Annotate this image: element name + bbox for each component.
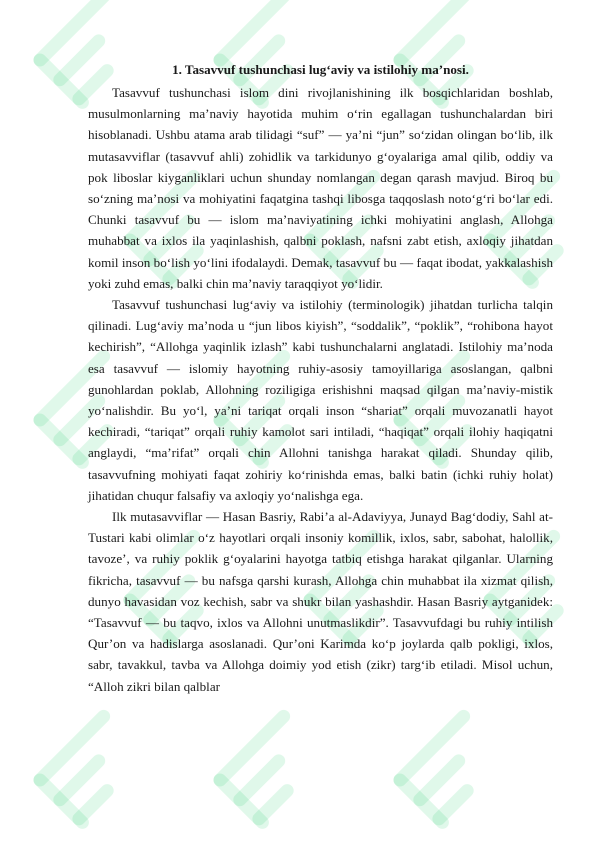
watermark-mark	[400, 716, 506, 822]
watermark-mark	[220, 716, 326, 822]
paragraph-3: Ilk mutasavviflar — Hasan Basriy, Rabi’a al-Adaviyya, Junayd Bag‘dodiy, Sahl at-Tustari kabi olimlar o‘z hayotlari orqali insoniy komillik, ixlos, sabr, sabohat, halollik, tavoze’, va ruhiy poklik g‘oyalarini hayotga tatbiq etishga harakat qilganlar. Ularning fikricha, tasavvuf — bu nafsga qarshi kurash, Allohga chin muhabbat ila xizmat qilish, dunyo havasidan voz kechish, sabr va shukr bilan yashashdir. Hasan Basriy aytganidek: “Tasavvuf — bu taqvo, ixlos va Allohni unutmaslikdir”. Tasavvufdagi bu ruhiy intilish Qur’on va hadislarga asoslanadi. Qur’oni Karimda ko‘p joylarda qalb pokligi, ixlos, sabr, tavakkul, tavba va Allohga doimiy yod etish (zikr) targ‘ib etiladi. Misol uchun, “Alloh zikri bilan qalblar	[88, 509, 553, 694]
document-page	[88, 60, 553, 697]
section-title: 1. Tasavvuf tushunchasi lug‘aviy va istilohiy ma’nosi.	[172, 62, 469, 77]
paragraph-1: Tasavvuf tushunchasi islom dini rivojlanishining ilk bosqichlaridan boshlab, musulmonlarning ma’naviy hayotida muhim o‘rin egallagan tushunchalardan biri hisoblanadi. Ushbu atama arab tilidagi “suf” — ya’ni “jun” so‘zidan olingan bo‘lib, ilk mutasavviflar (tasavvuf ahli) zohidlik va tarkidunyo g‘oyalariga amal qilib, oddiy va pok liboslar kiyganliklari uchun shunday nomlangan degan qarash mavjud. Biroq bu so‘zning ma’nosi va mohiyatini faqatgina tashqi libosga taqqoslash noto‘g‘ri bo‘lar edi. Chunki tasavvuf bu — islom ma’naviyatining ichki mohiyatini anglash, Allohga muhabbat va ixlos ila yaqinlashish, qalbni poklash, nafsni zabt etish, axloqiy jihatdan komil inson bo‘lish yo‘lini ifodalaydi. Demak, tasavvuf bu — faqat ibodat, yakkalashish yoki zuhd emas, balki chin ma’naviy taraqqiyot yo‘lidir.	[88, 85, 553, 291]
watermark-mark	[40, 716, 146, 822]
paragraph-2: Tasavvuf tushunchasi lug‘aviy va istilohiy (terminologik) jihatdan turlicha talqin qilinadi. Lug‘aviy ma’noda u “jun libos kiyish”, “soddalik”, “poklik”, “rohibona hayot kechirish”, “Allohga yaqinlik izlash” kabi tushunchalarni anglatadi. Istilohiy ma’noda esa tasavvuf — islomiy hayotning ruhiy-asosiy tamoyillariga asoslangan, qalbni gunohlardan poklab, Allohning roziligiga erishishni maqsad qilgan ma’naviy-mistik yo‘nalishdir. Bu yo‘l, ya’ni tariqat orqali inson “shariat” orqali muvozanatli hayot kechiradi, “tariqat” orqali ruhiy kamolot sari intiladi, “haqiqat” orqali ilohiy haqiqatni anglaydi, “ma’rifat” orqali chin Allohni tanishga harakat qiladi. Shunday qilib, tasavvufning mohiyati faqat zohiriy ko‘rinishda emas, balki batin (ichki ruhiy holat) jihatidan chuqur falsafiy va axloqiy yo‘nalishga ega.	[88, 297, 553, 503]
